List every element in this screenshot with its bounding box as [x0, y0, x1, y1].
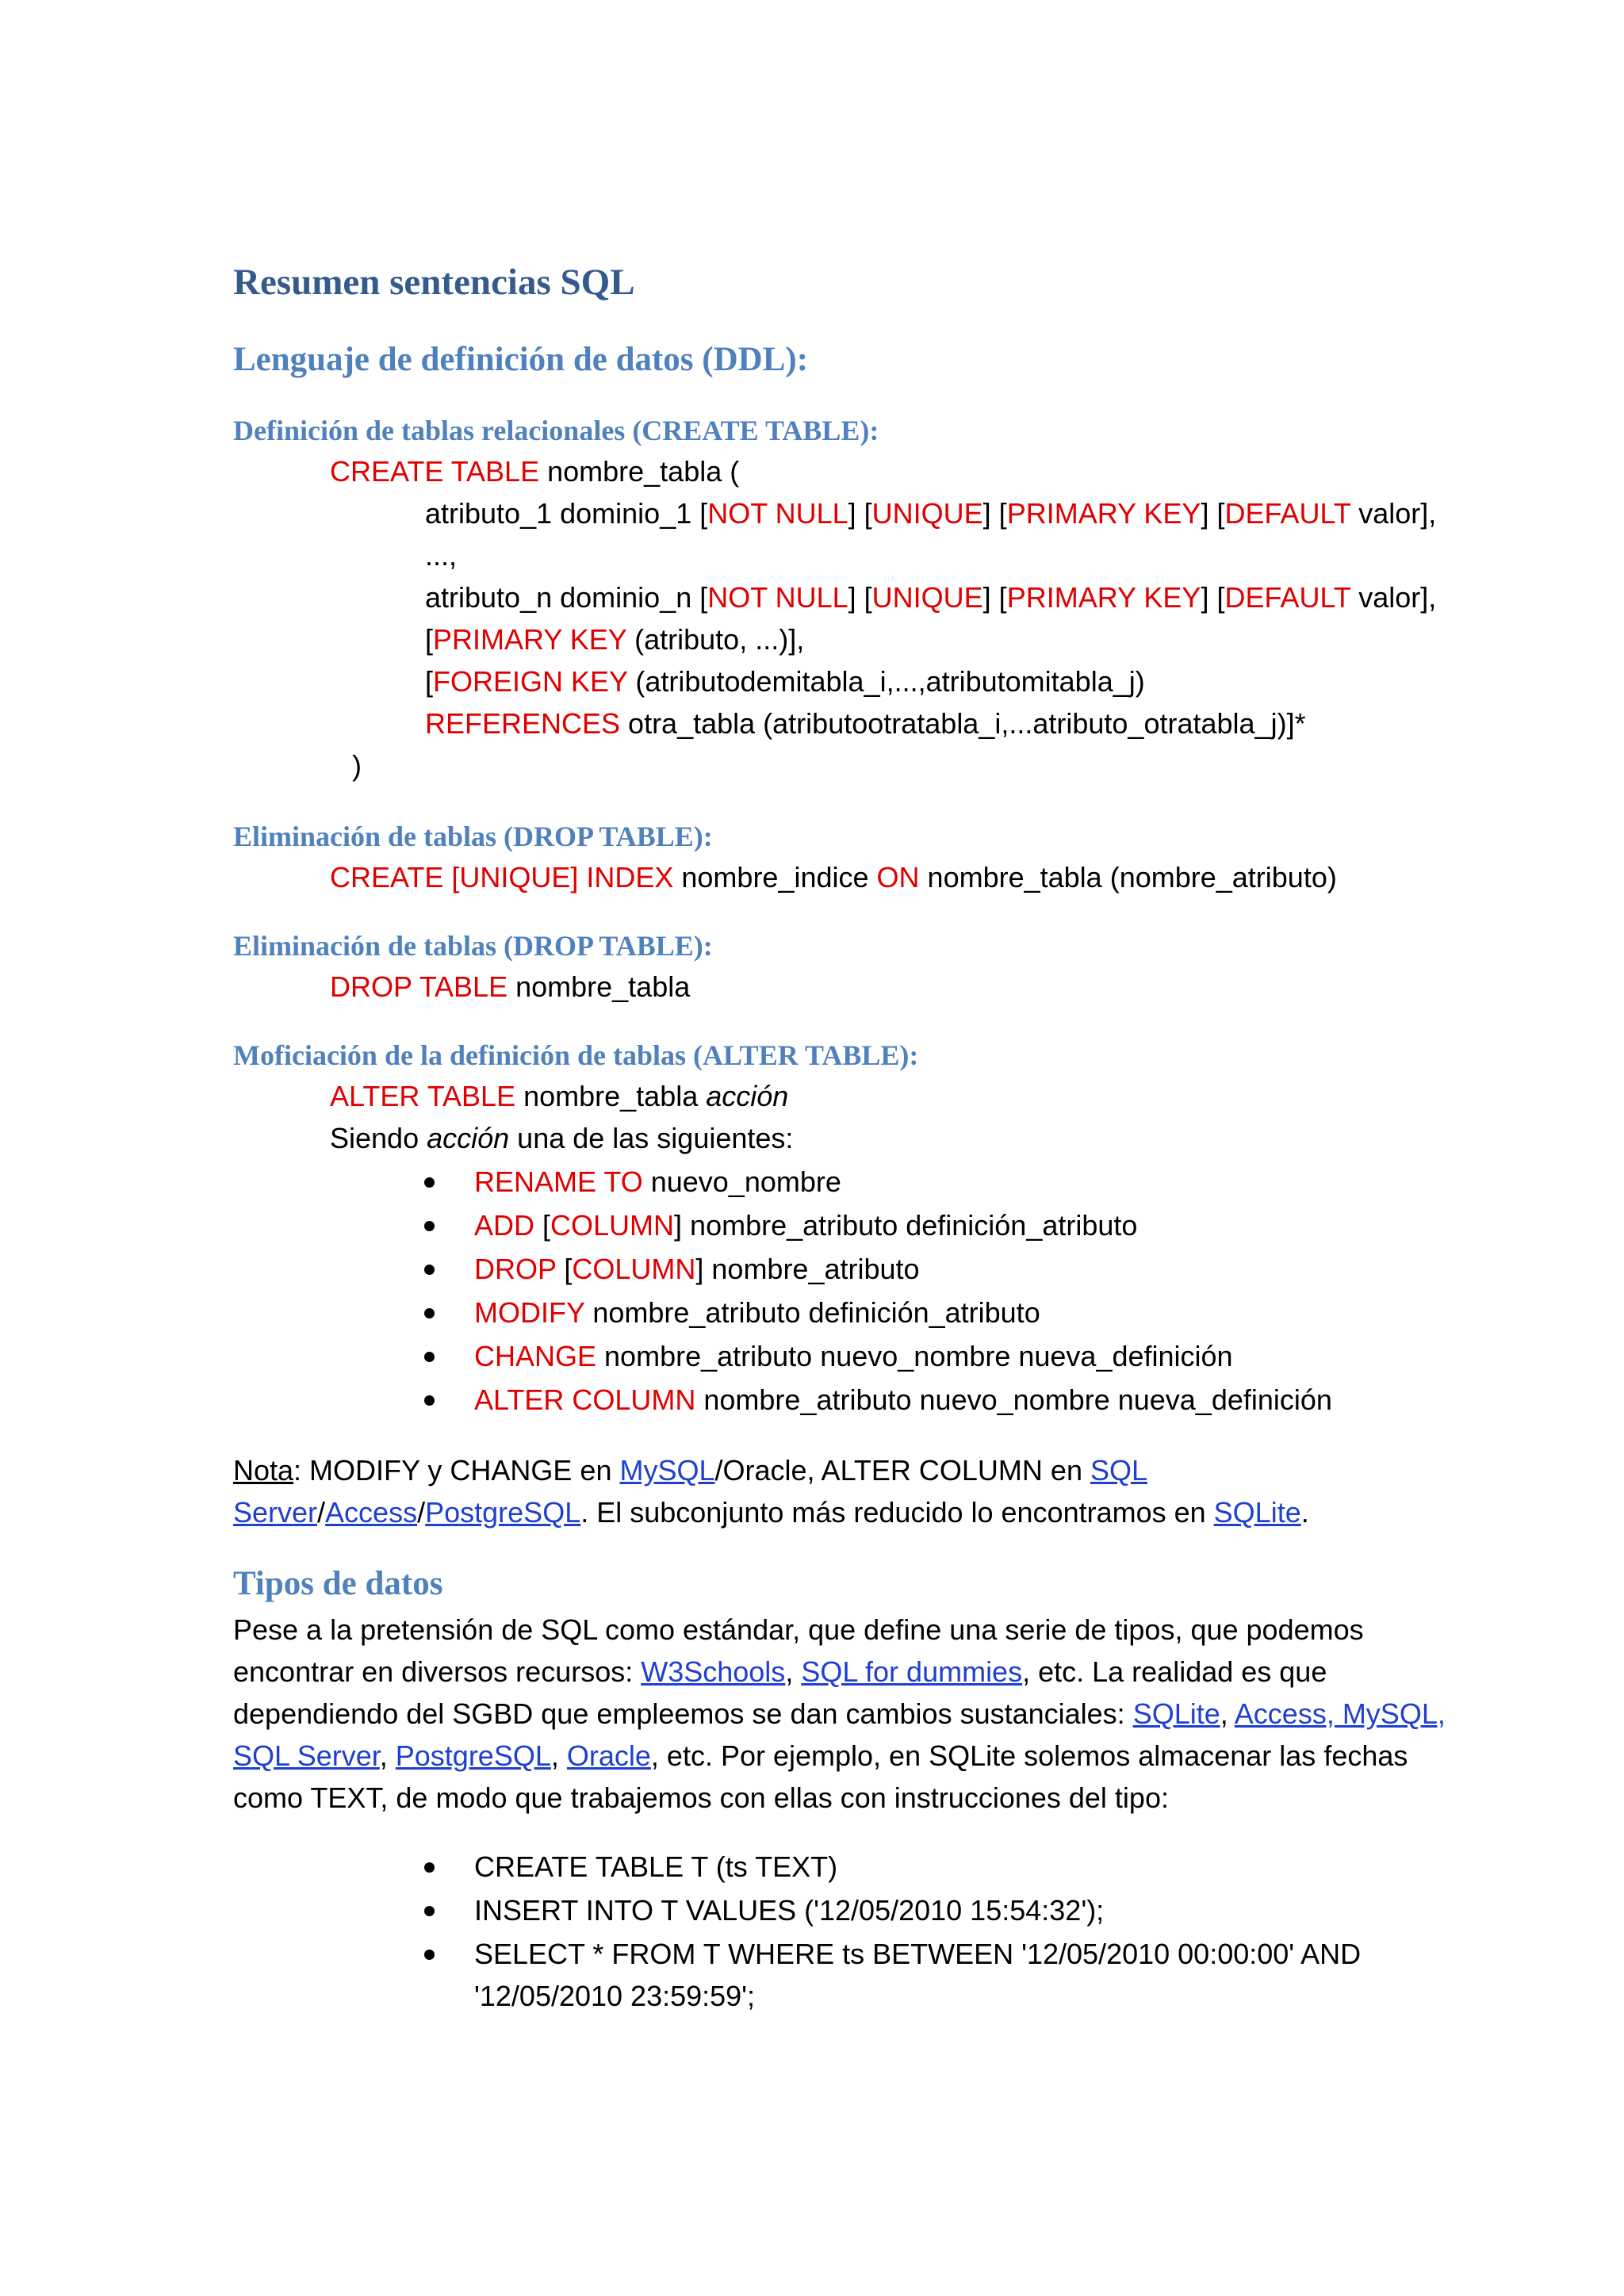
text: una de las siguientes: — [509, 1122, 794, 1154]
create-table-line — [330, 450, 739, 493]
keyword: RENAME TO — [474, 1165, 643, 1198]
bullet-icon — [424, 1352, 435, 1362]
keyword: ALTER TABLE — [330, 1080, 516, 1112]
sqlite-link[interactable]: SQLite — [1132, 1697, 1220, 1730]
code-text: ] [ — [982, 581, 1007, 614]
code-text: nombre_tabla — [508, 970, 691, 1003]
postgresql-link[interactable]: PostgreSQL — [425, 1496, 581, 1529]
keyword: FOREIGN KEY — [433, 665, 628, 698]
list-item — [474, 1292, 1040, 1334]
create-table-heading: Definición de tablas relacionales (CREATE TABLE): — [233, 415, 879, 446]
italic-text: acción — [706, 1080, 789, 1112]
bullet-icon — [424, 1177, 435, 1188]
oracle-link[interactable]: Oracle — [566, 1739, 651, 1772]
keyword: DROP TABLE — [330, 970, 508, 1003]
bullet-icon — [424, 1221, 435, 1231]
tipos-heading: Tipos de datos — [233, 1565, 443, 1602]
bullet-icon — [424, 1395, 435, 1406]
keyword: MODIFY — [474, 1296, 585, 1329]
drop-table-heading: Eliminación de tablas (DROP TABLE): — [233, 930, 713, 962]
code-text: [ — [425, 623, 434, 656]
code-text: atributo_n dominio_n [ — [425, 581, 708, 614]
code-text: ] [ — [848, 581, 872, 614]
keyword: REFERENCES — [425, 707, 621, 740]
tipos-paragraph-line: Pese a la pretensión de SQL como estándar, que define una serie de tipos, que podemos — [233, 1613, 1364, 1646]
code-text: (atributo, ...)], — [626, 623, 805, 656]
code-text: nombre_atributo definición_atributo — [584, 1296, 1040, 1329]
sql-server-link[interactable]: Server — [233, 1496, 318, 1529]
bullet-icon — [424, 1950, 435, 1960]
bullet-icon — [424, 1862, 435, 1873]
text: , — [1220, 1697, 1235, 1730]
text: /Oracle, ALTER COLUMN en — [714, 1454, 1090, 1487]
alter-table-line — [330, 1075, 788, 1118]
code-text: nuevo_nombre — [642, 1165, 841, 1198]
code-text: (atributodemitabla_i,...,atributomitabla_j) — [627, 665, 1145, 698]
code-text: ] [ — [848, 497, 872, 530]
text: / — [417, 1496, 426, 1529]
closing-paren: ) — [352, 749, 362, 782]
code-text: nombre_tabla (nombre_atributo) — [919, 861, 1337, 894]
sqlite-link[interactable]: SQLite — [1213, 1496, 1301, 1529]
keyword: NOT NULL — [707, 497, 848, 530]
code-text: nombre_atributo nuevo_nombre nueva_definición — [695, 1383, 1332, 1416]
code-text: [ — [534, 1209, 551, 1242]
list-item — [474, 1335, 1233, 1378]
attribute-n-line — [425, 576, 1436, 619]
keyword: ALTER COLUMN — [474, 1383, 696, 1416]
text: Siendo — [330, 1122, 427, 1154]
foreign-key-line — [425, 660, 1145, 703]
text: . — [1300, 1496, 1309, 1529]
text: encontrar en diversos recursos: — [233, 1655, 642, 1688]
list-item: SELECT * FROM T WHERE ts BETWEEN '12/05/2010 00:00:00' AND — [474, 1938, 1362, 1970]
keyword: ON — [876, 861, 920, 894]
keyword: DEFAULT — [1224, 497, 1351, 530]
nota-line-1 — [233, 1449, 1147, 1492]
keyword: ADD — [474, 1209, 535, 1242]
sql-server-link[interactable]: SQL Server — [233, 1739, 380, 1772]
code-text: atributo_1 dominio_1 [ — [425, 497, 708, 530]
code-text: ] [ — [1201, 497, 1225, 530]
list-item — [474, 1161, 841, 1203]
code-text: nombre_atributo nuevo_nombre nueva_definición — [596, 1340, 1233, 1372]
access-mysql-link[interactable]: Access, MySQL, — [1234, 1697, 1446, 1730]
keyword: PRIMARY KEY — [1006, 581, 1201, 614]
keyword: DEFAULT — [1224, 581, 1351, 614]
code-text: ] [ — [982, 497, 1007, 530]
keyword: UNIQUE — [871, 497, 983, 530]
attribute-1-line — [425, 492, 1436, 535]
keyword: CHANGE — [474, 1340, 597, 1372]
keyword: PRIMARY KEY — [433, 623, 627, 656]
tipos-paragraph-line: como TEXT, de modo que trabajemos con ellas con instrucciones del tipo: — [233, 1781, 1169, 1814]
text: dependiendo del SGBD que empleemos se dan cambios sustanciales: — [233, 1697, 1133, 1730]
text: / — [317, 1496, 326, 1529]
code-text: ] nombre_atributo definición_atributo — [674, 1209, 1138, 1242]
keyword: UNIQUE — [871, 581, 983, 614]
postgresql-link[interactable]: PostgreSQL — [395, 1739, 551, 1772]
list-item: INSERT INTO T VALUES ('12/05/2010 15:54:32'); — [474, 1894, 1105, 1927]
code-text: otra_tabla (atributootratabla_i,...atributo_otratabla_j)]* — [620, 707, 1306, 740]
code-text: ] nombre_atributo — [695, 1253, 920, 1285]
list-item — [474, 1379, 1332, 1422]
keyword: DROP — [474, 1253, 557, 1285]
bullet-icon — [424, 1308, 435, 1318]
keyword: CREATE [UNIQUE] INDEX — [330, 861, 674, 894]
keyword: PRIMARY KEY — [1006, 497, 1201, 530]
index-heading: Eliminación de tablas (DROP TABLE): — [233, 821, 713, 852]
drop-table-line — [330, 966, 690, 1008]
text: , — [785, 1655, 802, 1688]
nota-label: Nota — [233, 1454, 294, 1487]
keyword: COLUMN — [550, 1209, 675, 1242]
keyword: NOT NULL — [707, 581, 848, 614]
bullet-icon — [424, 1265, 435, 1275]
text: , — [379, 1739, 396, 1772]
w3schools-link[interactable]: W3Schools — [641, 1655, 786, 1688]
list-item-continuation: '12/05/2010 23:59:59'; — [474, 1980, 756, 2012]
sql-for-dummies-link[interactable]: SQL for dummies — [801, 1655, 1023, 1688]
code-text: [ — [556, 1253, 573, 1285]
sql-server-link[interactable]: SQL — [1090, 1454, 1148, 1487]
list-item — [474, 1204, 1137, 1247]
text: : MODIFY y CHANGE en — [293, 1454, 620, 1487]
bullet-icon — [424, 1906, 435, 1916]
italic-text: acción — [427, 1122, 510, 1154]
keyword: COLUMN — [572, 1253, 696, 1285]
code-text: valor], — [1350, 581, 1437, 614]
code-text: valor], — [1350, 497, 1437, 530]
code-text: nombre_tabla — [515, 1080, 707, 1112]
code-text: [ — [425, 665, 434, 698]
create-index-line — [330, 856, 1337, 899]
siendo-line — [330, 1117, 793, 1160]
keyword: CREATE TABLE — [330, 455, 540, 488]
list-item — [474, 1248, 920, 1291]
code-text: nombre_indice — [673, 861, 877, 894]
text: , etc. Por ejemplo, en SQLite solemos almacenar las fechas — [650, 1739, 1408, 1772]
mysql-link[interactable]: MySQL — [619, 1454, 715, 1487]
code-text: nombre_tabla ( — [539, 455, 740, 488]
references-line — [425, 702, 1306, 745]
tipos-paragraph-line — [233, 1651, 1327, 1693]
tipos-paragraph-line — [233, 1693, 1446, 1735]
tipos-paragraph-line — [233, 1735, 1408, 1777]
list-item: CREATE TABLE T (ts TEXT) — [474, 1850, 838, 1883]
ddl-heading: Lenguaje de definición de datos (DDL): — [233, 341, 809, 378]
text: . El subconjunto más reducido lo encontramos en — [580, 1496, 1214, 1529]
ellipsis-line: ..., — [425, 539, 458, 572]
code-text: ] [ — [1201, 581, 1225, 614]
text: , — [550, 1739, 567, 1772]
alter-table-heading: Moficiación de la definición de tablas (ALTER TABLE): — [233, 1039, 919, 1071]
access-link[interactable]: Access — [325, 1496, 418, 1529]
page-title: Resumen sentencias SQL — [233, 262, 635, 303]
primary-key-line — [425, 618, 804, 661]
text: , etc. La realidad es que — [1022, 1655, 1327, 1688]
nota-line-2 — [233, 1491, 1309, 1534]
